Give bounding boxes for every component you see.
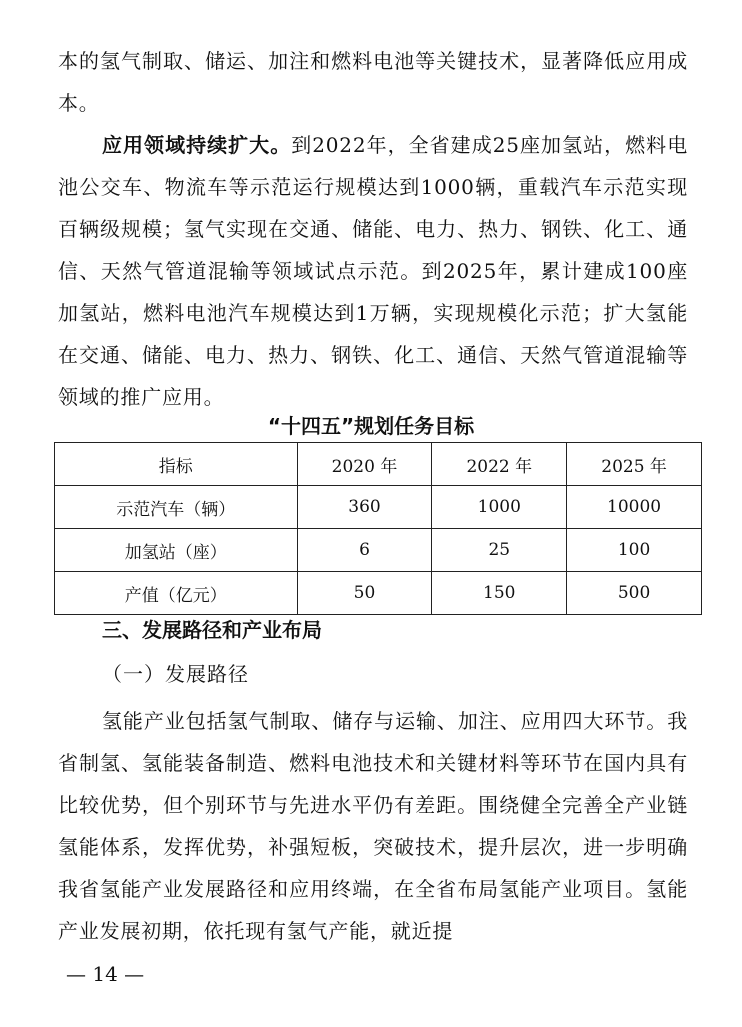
table-cell: 10000 bbox=[567, 486, 702, 529]
table-cell: 50 bbox=[297, 572, 432, 615]
table-header-cell: 2022 年 bbox=[432, 443, 567, 486]
table-header-row bbox=[55, 443, 702, 486]
paragraph-continued: 本的氢气制取、储运、加注和燃料电池等关键技术，显著降低应用成本。 bbox=[58, 49, 688, 115]
table-cell: 25 bbox=[432, 529, 567, 572]
subsection-heading: （一）发展路径 bbox=[102, 662, 249, 686]
table-cell: 示范汽车（辆） bbox=[55, 486, 298, 529]
paragraph-body: 到2022年，全省建成25座加氢站，燃料电池公交车、物流车等示范运行规模达到1000辆，重载汽车示范实现百辆级规模；氢气实现在交通、储能、电力、热力、钢铁、化工、通信、天然气管道混输等领域试点示范。到2025年，累计建成100座加氢站，燃料电池汽车规模达到1万辆，实现规模化示范；扩大氢能在交通、储能、电力、热力、钢铁、化工、通信、天然气管道混输等领域的推广应用。 bbox=[58, 133, 688, 409]
table-cell: 100 bbox=[567, 529, 702, 572]
paragraph-application-scope bbox=[58, 124, 688, 418]
table-header-cell: 指标 bbox=[55, 443, 298, 486]
table-row bbox=[55, 486, 702, 529]
table-row bbox=[55, 572, 702, 615]
page-number: — 14 — bbox=[66, 962, 145, 986]
paragraph-development-path: 氢能产业包括氢气制取、储存与运输、加注、应用四大环节。我省制氢、氢能装备制造、燃料电池技术和关键材料等环节在国内具有比较优势，但个别环节与先进水平仍有差距。围绕健全完善全产业链氢能体系，发挥优势，补强短板，突破技术，提升层次，进一步明确我省氢能产业发展路径和应用终端，在全省布局氢能产业项目。氢能产业发展初期，依托现有氢气产能，就近提 bbox=[58, 709, 688, 943]
table-header-cell: 2020 年 bbox=[297, 443, 432, 486]
table-cell: 1000 bbox=[432, 486, 567, 529]
table-cell: 6 bbox=[297, 529, 432, 572]
table-cell: 加氢站（座） bbox=[55, 529, 298, 572]
section-heading: 三、发展路径和产业布局 bbox=[102, 618, 322, 642]
table-title: “十四五”规划任务目标 bbox=[267, 414, 475, 438]
table-cell: 360 bbox=[297, 486, 432, 529]
goals-table bbox=[54, 442, 702, 615]
table-cell: 产值（亿元） bbox=[55, 572, 298, 615]
table-cell: 500 bbox=[567, 572, 702, 615]
paragraph-lead-heading: 应用领域持续扩大。 bbox=[102, 133, 292, 157]
table-row bbox=[55, 529, 702, 572]
table-header-cell: 2025 年 bbox=[567, 443, 702, 486]
table-cell: 150 bbox=[432, 572, 567, 615]
